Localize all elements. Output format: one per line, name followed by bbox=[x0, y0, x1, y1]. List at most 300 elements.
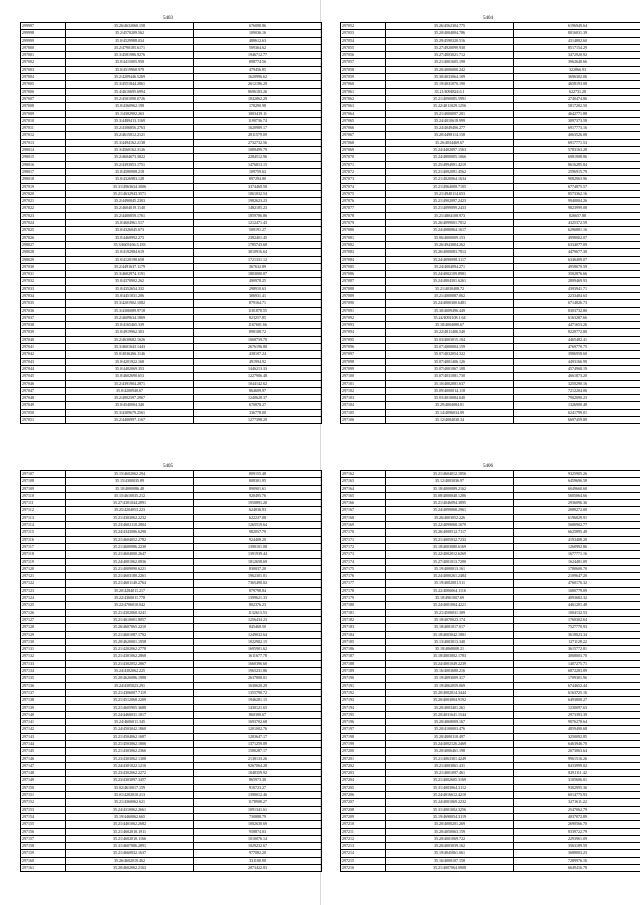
cell-value: 2973393.39 bbox=[514, 711, 640, 718]
cell-id: 297057 bbox=[341, 59, 386, 66]
cell-coordinate: 35.2/4604019.1140 bbox=[66, 205, 194, 212]
cell-value: 7902090.23 bbox=[514, 395, 640, 402]
cell-value: 809155.48 bbox=[194, 471, 322, 478]
cell-id: 297215 bbox=[341, 857, 386, 864]
table-row bbox=[341, 110, 640, 117]
cell-coordinate: 35.21/4099099.2433 bbox=[386, 205, 514, 212]
cell-value: 109036.16 bbox=[194, 30, 322, 37]
cell-coordinate: 35.24/4800005.1066 bbox=[386, 154, 514, 161]
cell-id: 297041 bbox=[21, 344, 66, 351]
cell-value: 670878.27 bbox=[194, 402, 322, 409]
cell-value: 3563189.59 bbox=[514, 843, 640, 850]
cell-value: 1048359.92 bbox=[194, 770, 322, 777]
cell-id: 297146 bbox=[21, 755, 66, 762]
cell-id: 297071 bbox=[341, 161, 386, 168]
cell-coordinate: 35.18/4961007.69 bbox=[386, 595, 514, 602]
cell-coordinate: 35.21/4063301.4249 bbox=[386, 755, 514, 762]
table-row bbox=[341, 329, 640, 336]
cell-value: 6917773.16 bbox=[514, 125, 640, 132]
cell-id: 297002 bbox=[21, 59, 66, 66]
table-row bbox=[21, 653, 322, 660]
cell-coordinate: 35.2/4501090.0726 bbox=[66, 95, 194, 102]
cell-id: 298017 bbox=[21, 168, 66, 175]
cell-id: 297189 bbox=[341, 668, 386, 675]
cell-id: 297019 bbox=[21, 183, 66, 190]
table-row bbox=[21, 507, 322, 514]
cell-id: 297109 bbox=[21, 485, 66, 492]
table-row bbox=[21, 602, 322, 609]
table-row bbox=[21, 828, 322, 835]
cell-id: 297129 bbox=[21, 631, 66, 638]
cell-id: 297196 bbox=[341, 719, 386, 726]
table-row bbox=[21, 755, 322, 762]
cell-value: 1091341.61 bbox=[194, 806, 322, 813]
cell-coordinate: 35.26/4034469.67 bbox=[386, 139, 514, 146]
table-row bbox=[21, 241, 322, 248]
table-row bbox=[21, 740, 322, 747]
cell-id: 297094 bbox=[341, 329, 386, 336]
cell-value: 1580287.17 bbox=[194, 748, 322, 755]
cell-id: 298029 bbox=[21, 256, 66, 263]
cell-id: 297021 bbox=[21, 198, 66, 205]
cell-id: 297140 bbox=[21, 711, 66, 718]
cell-coordinate: 35.0/4036266.1146 bbox=[66, 351, 194, 358]
table-row bbox=[341, 212, 640, 219]
table-row bbox=[341, 500, 640, 507]
cell-value: 1061032.54 bbox=[194, 190, 322, 197]
cell-coordinate: 35.21/4600986.2230 bbox=[66, 543, 194, 550]
cell-coordinate: 35.21/4500031.309 bbox=[386, 609, 514, 616]
cell-id: 297001 bbox=[21, 52, 66, 59]
cell-coordinate: 35.2/4209446.5269 bbox=[66, 74, 194, 81]
cell-coordinate: 35.07/4001406.126 bbox=[386, 358, 514, 365]
table-row bbox=[21, 638, 322, 645]
cell-id: 297160 bbox=[21, 857, 66, 864]
cell-value: 4642771.88 bbox=[514, 110, 640, 117]
cell-coordinate: 35.07/4001067.108 bbox=[386, 365, 514, 372]
cell-value: 2612186.29 bbox=[194, 81, 322, 88]
cell-id: 297052 bbox=[341, 23, 386, 30]
table-row bbox=[21, 387, 322, 394]
cell-id: 297088 bbox=[341, 285, 386, 292]
cell-coordinate: 35.24/4000300.6481 bbox=[386, 300, 514, 307]
cell-coordinate: 35.19/4093009.317 bbox=[386, 675, 514, 682]
cell-coordinate: 35.0/4165465.339 bbox=[66, 322, 194, 329]
cell-coordinate: 35.19/4690054.3119 bbox=[386, 813, 514, 820]
cell-coordinate: 35.24/4001062.0836 bbox=[66, 558, 194, 565]
table-row bbox=[341, 285, 640, 292]
cell-value: 1004132.53 bbox=[514, 609, 640, 616]
table-row bbox=[21, 227, 322, 234]
cell-id: 297013 bbox=[21, 139, 66, 146]
cell-id: 298015 bbox=[21, 154, 66, 161]
table-row bbox=[21, 522, 322, 529]
cell-value: 864609.97 bbox=[194, 387, 322, 394]
cell-value: 3615772.81 bbox=[514, 646, 640, 653]
cell-id: 297020 bbox=[21, 190, 66, 197]
table-row bbox=[21, 616, 322, 623]
cell-id: 297147 bbox=[21, 762, 66, 769]
cell-coordinate: 35.0/4580908.218 bbox=[66, 168, 194, 175]
table-row bbox=[341, 558, 640, 565]
table-row bbox=[21, 733, 322, 740]
cell-value: 1430121.65 bbox=[194, 704, 322, 711]
table-row bbox=[21, 81, 322, 88]
cell-value: 9823999.08 bbox=[514, 205, 640, 212]
cell-id: 297150 bbox=[21, 784, 66, 791]
cell-value: 1780600.70 bbox=[514, 565, 640, 572]
cell-coordinate: 35.15/4610035.212 bbox=[66, 492, 194, 499]
table-row bbox=[341, 402, 640, 409]
cell-id: 297091 bbox=[341, 307, 386, 314]
table-row bbox=[341, 74, 640, 81]
table-row bbox=[21, 373, 322, 380]
cell-value: 1476813.15 bbox=[194, 161, 322, 168]
cell-id: 297039 bbox=[21, 329, 66, 336]
cell-coordinate: 35.20/4031641.1544 bbox=[386, 711, 514, 718]
cell-id: 297173 bbox=[341, 551, 386, 558]
cell-value: 109759.63 bbox=[194, 168, 322, 175]
cell-value: 9076278.64 bbox=[514, 719, 640, 726]
cell-id: 297044 bbox=[21, 365, 66, 372]
cell-value: 8229772.80 bbox=[514, 329, 640, 336]
table-row bbox=[21, 74, 322, 81]
cell-coordinate: 35.2/4609634.1869 bbox=[66, 314, 194, 321]
cell-value: 336778.00 bbox=[194, 409, 322, 416]
cell-value: 1680779.09 bbox=[514, 587, 640, 594]
cell-coordinate: 35.20/4006461.198 bbox=[386, 748, 514, 755]
cell-value: 1249032.64 bbox=[194, 631, 322, 638]
cell-coordinate: 35.22/4002012.6269 bbox=[386, 551, 514, 558]
cell-value: 8291111.42 bbox=[514, 770, 640, 777]
cell-coordinate: 35.26/4602010.462 bbox=[66, 857, 194, 864]
table-row bbox=[21, 835, 322, 842]
table-row bbox=[341, 478, 640, 485]
cell-value: 6163725.16 bbox=[514, 689, 640, 696]
cell-value: 6493808.27 bbox=[514, 697, 640, 704]
table-row bbox=[21, 711, 322, 718]
table-row bbox=[341, 616, 640, 623]
cell-value: 2809469.93 bbox=[514, 278, 640, 285]
cell-value: 9267064.28 bbox=[194, 762, 322, 769]
table-row bbox=[21, 351, 322, 358]
table-row bbox=[21, 660, 322, 667]
cell-id: 297191 bbox=[341, 682, 386, 689]
cell-value: 6625895.49 bbox=[514, 529, 640, 536]
cell-value: 1283647.17 bbox=[194, 733, 322, 740]
cell-coordinate: 35.26/4943004.262 bbox=[386, 241, 514, 248]
cell-coordinate: 35.21/4601087.1792 bbox=[66, 631, 194, 638]
cell-id: 297093 bbox=[341, 322, 386, 329]
cell-id: 297023 bbox=[21, 212, 66, 219]
cell-coordinate: 35.0/4201922.168 bbox=[66, 358, 194, 365]
table-row bbox=[341, 227, 640, 234]
cell-value: 3271611.22 bbox=[514, 799, 640, 806]
cell-value: 1965231.86 bbox=[194, 668, 322, 675]
cell-coordinate: 35.20/4003004.9192 bbox=[386, 697, 514, 704]
cell-value: 6744652.44 bbox=[514, 682, 640, 689]
cell-coordinate: 35.14/4096034.09 bbox=[386, 409, 514, 416]
table-row bbox=[341, 52, 640, 59]
cell-id: 297156 bbox=[21, 828, 66, 835]
cell-coordinate: 35.0/4120198.658 bbox=[66, 256, 194, 263]
cell-value: 3502876.66 bbox=[514, 271, 640, 278]
table-row bbox=[341, 249, 640, 256]
cell-value: 730888.79 bbox=[194, 813, 322, 820]
cell-value: 830037.20 bbox=[194, 565, 322, 572]
cell-coordinate: 35.24/4002126.2469 bbox=[386, 740, 514, 747]
table-row bbox=[341, 263, 640, 270]
table-row bbox=[341, 344, 640, 351]
table-row bbox=[341, 536, 640, 543]
cell-coordinate: 35.07/4031081.730 bbox=[386, 373, 514, 380]
cell-coordinate: 35.07/4000004.159 bbox=[386, 344, 514, 351]
cell-value: 479456.85 bbox=[194, 66, 322, 73]
cell-id: 297164 bbox=[341, 485, 386, 492]
table-row bbox=[341, 565, 640, 572]
cell-id: 297180 bbox=[341, 602, 386, 609]
cell-id: 297082 bbox=[341, 241, 386, 248]
cell-id: 298014 bbox=[21, 147, 66, 154]
cell-value: 1962301.01 bbox=[194, 573, 322, 580]
cell-coordinate: 35.27/4001013.7290 bbox=[386, 558, 514, 565]
table-row bbox=[21, 813, 322, 820]
table-row bbox=[21, 234, 322, 241]
table-row bbox=[21, 551, 322, 558]
table-row bbox=[21, 500, 322, 507]
cell-id: 297024 bbox=[21, 220, 66, 227]
cell-coordinate: 35.09/4000014.118 bbox=[386, 387, 514, 394]
cell-coordinate: 35.3/4309679.2561 bbox=[66, 409, 194, 416]
cell-coordinate: 35.3/4489413.1169 bbox=[66, 117, 194, 124]
cell-coordinate: 35.27/4301044.2891 bbox=[66, 500, 194, 507]
cell-id: 297200 bbox=[341, 748, 386, 755]
cell-coordinate: 35.3/4603166.3.183 bbox=[66, 241, 194, 248]
table-row bbox=[341, 387, 640, 394]
cell-id: 297198 bbox=[341, 733, 386, 740]
table-row bbox=[341, 726, 640, 733]
table-row bbox=[341, 161, 640, 168]
cell-id: 297101 bbox=[341, 380, 386, 387]
cell-coordinate: 35.19/4000013.161 bbox=[386, 565, 514, 572]
cell-coordinate: 35.18/4004080.67 bbox=[386, 322, 514, 329]
cell-value: 898774.56 bbox=[194, 59, 322, 66]
table-row bbox=[21, 212, 322, 219]
cell-id: 298028 bbox=[21, 249, 66, 256]
cell-coordinate: 35.16/4003680.216 bbox=[386, 668, 514, 675]
cell-id: 297194 bbox=[341, 704, 386, 711]
cell-value: 2109647.20 bbox=[514, 573, 640, 580]
cell-id: 297133 bbox=[21, 660, 66, 667]
cell-id: 297161 bbox=[21, 865, 66, 872]
cell-value: 4661873.20 bbox=[514, 373, 640, 380]
table-row bbox=[341, 88, 640, 95]
cell-coordinate: 35.02/4610017.159 bbox=[66, 784, 194, 791]
cell-coordinate: 35.0/4192984.619 bbox=[66, 249, 194, 256]
cell-value: 4760176.32 bbox=[514, 580, 640, 587]
table-row bbox=[341, 292, 640, 299]
cell-value: 4325372.59 bbox=[514, 220, 640, 227]
cell-id: 297183 bbox=[341, 624, 386, 631]
cell-value: 1068739.70 bbox=[194, 336, 322, 343]
cell-value: 1803000.87 bbox=[194, 271, 322, 278]
cell-value: 2293961.09 bbox=[514, 835, 640, 842]
cell-coordinate: 35.3/4201902.1082 bbox=[66, 300, 194, 307]
cell-coordinate: 35.21/4512068.2209 bbox=[66, 697, 194, 704]
cell-coordinate: 35.01/4202010.213 bbox=[66, 792, 194, 799]
table-row bbox=[21, 307, 322, 314]
cell-value: 826657.88 bbox=[514, 212, 640, 219]
cell-value: 1326900.48 bbox=[514, 402, 640, 409]
table-row bbox=[341, 241, 640, 248]
cell-id: 297126 bbox=[21, 609, 66, 616]
cell-value: 1010076.14 bbox=[194, 835, 322, 842]
cell-coordinate: 35.18/4070023.174 bbox=[386, 616, 514, 623]
table-row bbox=[21, 365, 322, 372]
table-row bbox=[341, 514, 640, 521]
cell-value: 3618023.34 bbox=[514, 631, 640, 638]
cell-coordinate: 35.22/4360011.778 bbox=[66, 595, 194, 602]
cell-value: 4314802.60 bbox=[514, 37, 640, 44]
table-row bbox=[341, 95, 640, 102]
cell-id: 297119 bbox=[21, 558, 66, 565]
table-row bbox=[341, 183, 640, 190]
cell-value: 622237.08 bbox=[194, 514, 322, 521]
table-row bbox=[21, 697, 322, 704]
table-row bbox=[341, 850, 640, 857]
cell-id: 297069 bbox=[341, 147, 386, 154]
table-row bbox=[341, 205, 640, 212]
cell-coordinate: 35.2/4570209.562 bbox=[66, 30, 194, 37]
cell-id: 297123 bbox=[21, 587, 66, 594]
cell-coordinate: 35.2/4393053.1751 bbox=[66, 161, 194, 168]
cell-id: 297169 bbox=[341, 522, 386, 529]
cell-coordinate: 35.23/4303062.1308 bbox=[66, 755, 194, 762]
table-row bbox=[341, 529, 640, 536]
cell-id: 297077 bbox=[341, 205, 386, 212]
table-row bbox=[21, 183, 322, 190]
cell-id: 297137 bbox=[21, 689, 66, 696]
cell-coordinate: 35.21/4092081.4562 bbox=[386, 168, 514, 175]
cell-coordinate: 35.24/4503042.1860 bbox=[66, 726, 194, 733]
table-row bbox=[21, 23, 322, 30]
cell-value: 5817202.50 bbox=[514, 103, 640, 110]
cell-value: 1721331.12 bbox=[194, 256, 322, 263]
cell-id: 297072 bbox=[341, 168, 386, 175]
table-row bbox=[341, 147, 640, 154]
cell-id: 297186 bbox=[341, 646, 386, 653]
cell-coordinate: 35.29/4590320.516 bbox=[386, 37, 514, 44]
cell-value: 4769770.75 bbox=[514, 344, 640, 351]
cell-coordinate: 35.26/4000083.7813 bbox=[386, 249, 514, 256]
cell-id: 297212 bbox=[341, 835, 386, 842]
cell-id: 297000 bbox=[21, 44, 66, 51]
table-row bbox=[341, 573, 640, 580]
cell-id: 297058 bbox=[341, 66, 386, 73]
cell-value: 6241799.01 bbox=[514, 409, 640, 416]
cell-value: 1950891.20 bbox=[194, 500, 322, 507]
cell-value: 3105606.01 bbox=[514, 777, 640, 784]
cell-id: 297110 bbox=[21, 492, 66, 499]
cell-coordinate: 35.20/4000110.497 bbox=[386, 733, 514, 740]
cell-coordinate: 35.3/4581986.9276 bbox=[66, 52, 194, 59]
cell-value: 3688003.23 bbox=[514, 850, 640, 857]
table-row bbox=[341, 551, 640, 558]
table-row bbox=[21, 358, 322, 365]
cell-value: 6459696.58 bbox=[514, 478, 640, 485]
table-row bbox=[21, 132, 322, 139]
cell-coordinate: 35.25/4994991.4219 bbox=[386, 161, 514, 168]
table-row bbox=[341, 777, 640, 784]
cell-coordinate: 35.2/4790185.6171 bbox=[66, 44, 194, 51]
table-row bbox=[341, 314, 640, 321]
cell-value: 178290.98 bbox=[194, 103, 322, 110]
cell-id: 297115 bbox=[21, 529, 66, 536]
cell-value: 3097373.58 bbox=[514, 117, 640, 124]
cell-coordinate: 35.19/4031070.190 bbox=[386, 81, 514, 88]
table-row bbox=[341, 806, 640, 813]
cell-id: 297197 bbox=[341, 726, 386, 733]
cell-id: 297139 bbox=[21, 704, 66, 711]
table-row bbox=[21, 30, 322, 37]
table-row bbox=[341, 821, 640, 828]
table-row bbox=[21, 110, 322, 117]
table-row bbox=[21, 492, 322, 499]
cell-coordinate: 35.21/4001097.461 bbox=[386, 770, 514, 777]
table-row bbox=[21, 558, 322, 565]
cell-id: 297207 bbox=[341, 799, 386, 806]
cell-coordinate: 35.29/4004084.01 bbox=[386, 402, 514, 409]
cell-value: 8616285.84 bbox=[514, 161, 640, 168]
table-row bbox=[21, 103, 322, 110]
cell-coordinate: 35.2/4306856.2763 bbox=[66, 125, 194, 132]
cell-value: 306931.41 bbox=[194, 292, 322, 299]
cell-id: 297003 bbox=[21, 66, 66, 73]
cell-value: 3010916.64 bbox=[194, 249, 322, 256]
cell-coordinate: 35.24/4606011.345 bbox=[66, 719, 194, 726]
cell-value: 1946712.77 bbox=[194, 52, 322, 59]
cell-value: 509191.27 bbox=[194, 227, 322, 234]
cell-value: 1693702.68 bbox=[194, 719, 322, 726]
table-row bbox=[341, 132, 640, 139]
table-row bbox=[21, 478, 322, 485]
cell-id: 297141 bbox=[21, 719, 66, 726]
table-row bbox=[21, 88, 322, 95]
cell-id: 297132 bbox=[21, 653, 66, 660]
cell-coordinate: 35.12/4003036.97 bbox=[386, 478, 514, 485]
cell-coordinate: 35.15/4300035.89 bbox=[66, 478, 194, 485]
cell-value: 8696183.26 bbox=[194, 88, 322, 95]
cell-id: 297054 bbox=[341, 37, 386, 44]
cell-value: 6697459.89 bbox=[514, 417, 640, 424]
cell-value: 920495.76 bbox=[194, 492, 322, 499]
table-row bbox=[21, 292, 322, 299]
cell-id: 297011 bbox=[21, 125, 66, 132]
cell-id: 297025 bbox=[21, 227, 66, 234]
cell-coordinate: 35.21/4604052.2782 bbox=[66, 536, 194, 543]
cell-id: 297033 bbox=[21, 285, 66, 292]
cell-id: 299998 bbox=[21, 30, 66, 37]
cell-coordinate: 35.21/4964008.7105 bbox=[386, 183, 514, 190]
cell-coordinate: 35.21/4940114.653 bbox=[386, 190, 514, 197]
table-row bbox=[341, 638, 640, 645]
cell-value: 6163287.66 bbox=[514, 314, 640, 321]
cell-id: 297181 bbox=[341, 609, 386, 616]
cell-value: 8339722.79 bbox=[514, 828, 640, 835]
table-row bbox=[341, 176, 640, 183]
cell-value: 1355790.72 bbox=[194, 689, 322, 696]
cell-id: 297056 bbox=[341, 52, 386, 59]
